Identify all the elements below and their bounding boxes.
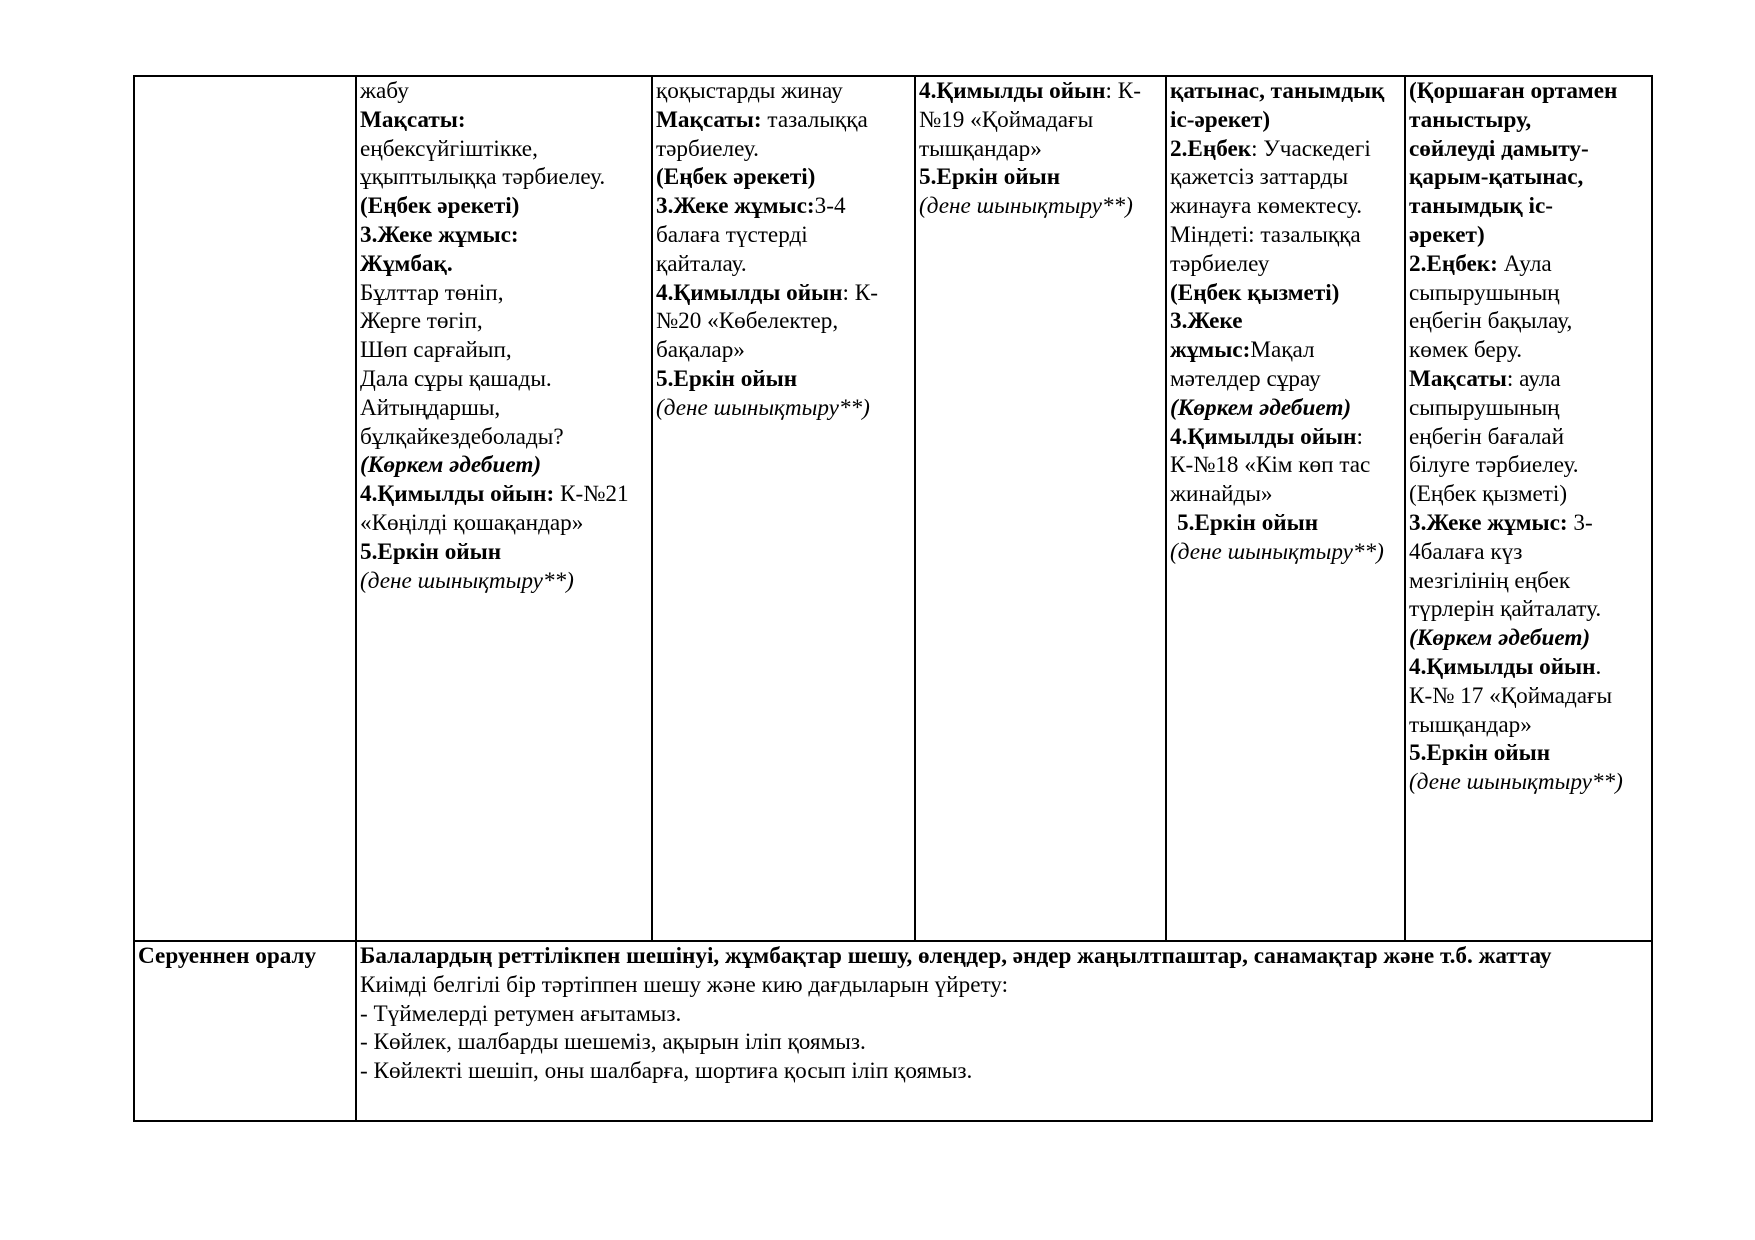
cell-text-line: қайталау. [656,250,747,277]
cell-text-line: (дене шынықтыру**) [656,394,870,421]
cell-text-line: К-№18 «Кім көп тас [1170,452,1371,479]
cell-text-line: жинауға көмектесу. [1170,193,1362,220]
cell-text-line: (дене шынықтыру**) [1170,538,1384,565]
cell-text-line: сыпырушының [1409,394,1560,421]
day-cell-2 [652,76,915,941]
day-cell-3 [915,76,1166,941]
line-rest: : аула [1506,365,1561,392]
cell-text-line [1409,509,1650,538]
cell-text-line: еңбегін бақылау, [1409,308,1573,335]
bold-lead: 4.Қимылды ойын [656,279,843,306]
cell-text-line [1409,365,1650,394]
cell-text-line: балаға түстерді [656,221,808,248]
cell-text-line: танымдық іс- [1409,193,1553,220]
row-label-cell [134,76,356,941]
cell-text-line: 3.Жеке [1170,308,1243,335]
bold-lead: 2.Еңбек [1170,135,1252,162]
cell-text-line: әрекет) [1409,221,1485,248]
cell-text-line [1170,135,1403,164]
line-rest: : Учаскедегі [1251,135,1371,162]
cell-text-line: 3.Жеке жұмыс: [360,221,519,248]
cell-text-line: таныстыру, [1409,106,1532,133]
cell-text-line: 5.Еркін ойын [656,365,798,392]
cell-text-line: (Еңбек әрекеті) [656,164,816,191]
cell-text-line: №19 «Қоймадағы [919,106,1094,133]
return-walk-line: - Түймелерді ретумен ағытамыз. [360,1000,682,1027]
bold-lead: 2.Еңбек: [1409,250,1498,277]
return-walk-line: Киімді белгілі бір тәртіппен шешу және кию дағдыларын үйрету: [360,971,1009,998]
cell-text-line: 5.Еркін ойын [919,164,1061,191]
cell-text-line: (дене шынықтыру**) [919,193,1133,220]
return-walk-cell [356,941,1652,1121]
cell-text-line: Бұлттар төніп, [360,279,504,306]
cell-text-line [1170,423,1403,452]
cell-text-line: тышқандар» [1409,711,1532,738]
bold-lead: 4.Қимылды ойын [919,78,1106,104]
cell-text-line: К-№ 17 «Қоймадағы [1409,682,1613,709]
line-rest: Аула [1497,250,1552,277]
return-walk-line: - Көйлек, шалбарды шешеміз, ақырын іліп қоямыз. [360,1029,866,1056]
cell-text-line: тышқандар» [919,135,1042,162]
bold-lead: жұмыс: [1170,337,1251,364]
cell-text-line [656,279,913,308]
cell-text-line: Мақсаты: [360,106,466,133]
cell-text-line: сыпырушының [1409,279,1560,306]
cell-text-line: (Көркем әдебиет) [360,452,542,479]
line-rest: : К- [842,279,878,306]
cell-text-line: 5.Еркін ойын [1177,509,1319,536]
cell-text-line: №20 «Көбелектер, [656,308,839,335]
cell-text-line [1409,250,1650,279]
bold-lead: 4.Қимылды ойын [1409,653,1596,680]
cell-text-line: (Еңбек қызметі) [1170,279,1340,306]
cell-text-line: (дене шынықтыру**) [360,567,574,594]
cell-text-line: мәтелдер сұрау [1170,365,1321,392]
table-row-walk-activities [134,76,1652,941]
cell-text-line: Дала сұры қашады. [360,365,552,392]
cell-text-line: еңбексүйгіштікке, [360,135,538,162]
line-rest: : К- [1105,78,1141,104]
bold-lead: Мақсаты [1409,365,1507,392]
day-cell-4 [1166,76,1405,941]
cell-text-line: жабу [360,78,409,104]
cell-text-line: қарым-қатынас, [1409,164,1584,191]
cell-text-line: іс-әрекет) [1170,106,1271,133]
cell-text-line: тәрбиелеу [1170,250,1270,277]
cell-text-line: 5.Еркін ойын [360,538,502,565]
cell-text-line: тәрбиелеу. [656,135,759,162]
cell-text-line: қатынас, танымдық [1170,78,1385,104]
cell-text-line: (Көркем әдебиет) [1409,625,1591,652]
return-walk-line: - Көйлекті шешіп, оны шалбарға, шортиға қосып іліп қоямыз. [360,1058,973,1085]
line-rest: тазалыққа [761,106,868,133]
cell-text-line: 4балаға күз [1409,538,1523,565]
cell-text-line [360,480,650,509]
line-rest: : [1356,423,1363,450]
cell-text-line: Жерге төгіп, [360,308,483,335]
cell-text-line: «Көңілді қошақандар» [360,509,584,536]
line-rest: 3- [1567,509,1593,536]
bold-lead: 3.Жеке жұмыс: [1409,509,1568,536]
cell-text-line: ұқыптылыққа тәрбиелеу. [360,164,606,191]
cell-text-line: жинайды» [1170,481,1273,508]
cell-text-line: қоқыстарды жинау [656,78,843,104]
cell-text-line [1170,336,1403,365]
cell-text-line: бақалар» [656,337,745,364]
cell-text-line: (Еңбек қызметі) [1409,481,1568,508]
line-rest: К-№21 [554,481,629,508]
cell-text-line [656,106,913,135]
cell-text-line: Жұмбақ. [360,250,453,277]
cell-text-line: Шөп сарғайып, [360,337,512,364]
return-walk-heading: Балалардың реттілікпен шешінуі, жұмбақтар шешу, өлеңдер, әндер жаңылтпаштар, санамақтар және т.б. жаттау [360,943,1552,969]
line-rest: . [1595,653,1602,680]
cell-text-line: (дене шынықтыру**) [1409,769,1623,796]
cell-text-line: білуге тәрбиелеу. [1409,452,1579,479]
row-label-cell [134,941,356,1121]
cell-text-line [1409,653,1650,682]
cell-text-line: бұлқайкездеболады? [360,423,564,450]
cell-text-line: еңбегін бағалай [1409,423,1565,450]
cell-text-line: Міндеті: тазалыққа [1170,221,1361,248]
line-rest: Мақал [1250,337,1315,364]
cell-text-line: (Еңбек әрекеті) [360,193,520,220]
cell-text-line: сөйлеуді дамыту- [1409,135,1589,162]
day-cell-1 [356,76,652,941]
cell-text-line: (Қоршаған ортамен [1409,78,1618,104]
daily-plan-table [133,75,1653,1122]
bold-lead: 4.Қимылды ойын [1170,423,1357,450]
cell-text-line: Айтыңдаршы, [360,394,501,421]
cell-text-line: (Көркем әдебиет) [1170,394,1352,421]
bold-lead: Мақсаты: [656,106,762,133]
cell-text-line: қажетсіз заттарды [1170,164,1349,191]
day-cell-5 [1405,76,1652,941]
cell-text-line [919,77,1164,106]
line-rest: 3-4 [814,193,846,220]
cell-text-line: түрлерін қайталату. [1409,596,1602,623]
bold-lead: 3.Жеке жұмыс: [656,193,815,220]
table-row-return-from-walk [134,941,1652,1121]
bold-lead: 4.Қимылды ойын: [360,481,555,508]
row-label: Серуеннен оралу [138,943,317,969]
cell-text-line [656,192,913,221]
cell-text-line: көмек беру. [1409,337,1523,364]
cell-text-line: 5.Еркін ойын [1409,740,1551,767]
cell-text-line: мезгілінің еңбек [1409,567,1571,594]
